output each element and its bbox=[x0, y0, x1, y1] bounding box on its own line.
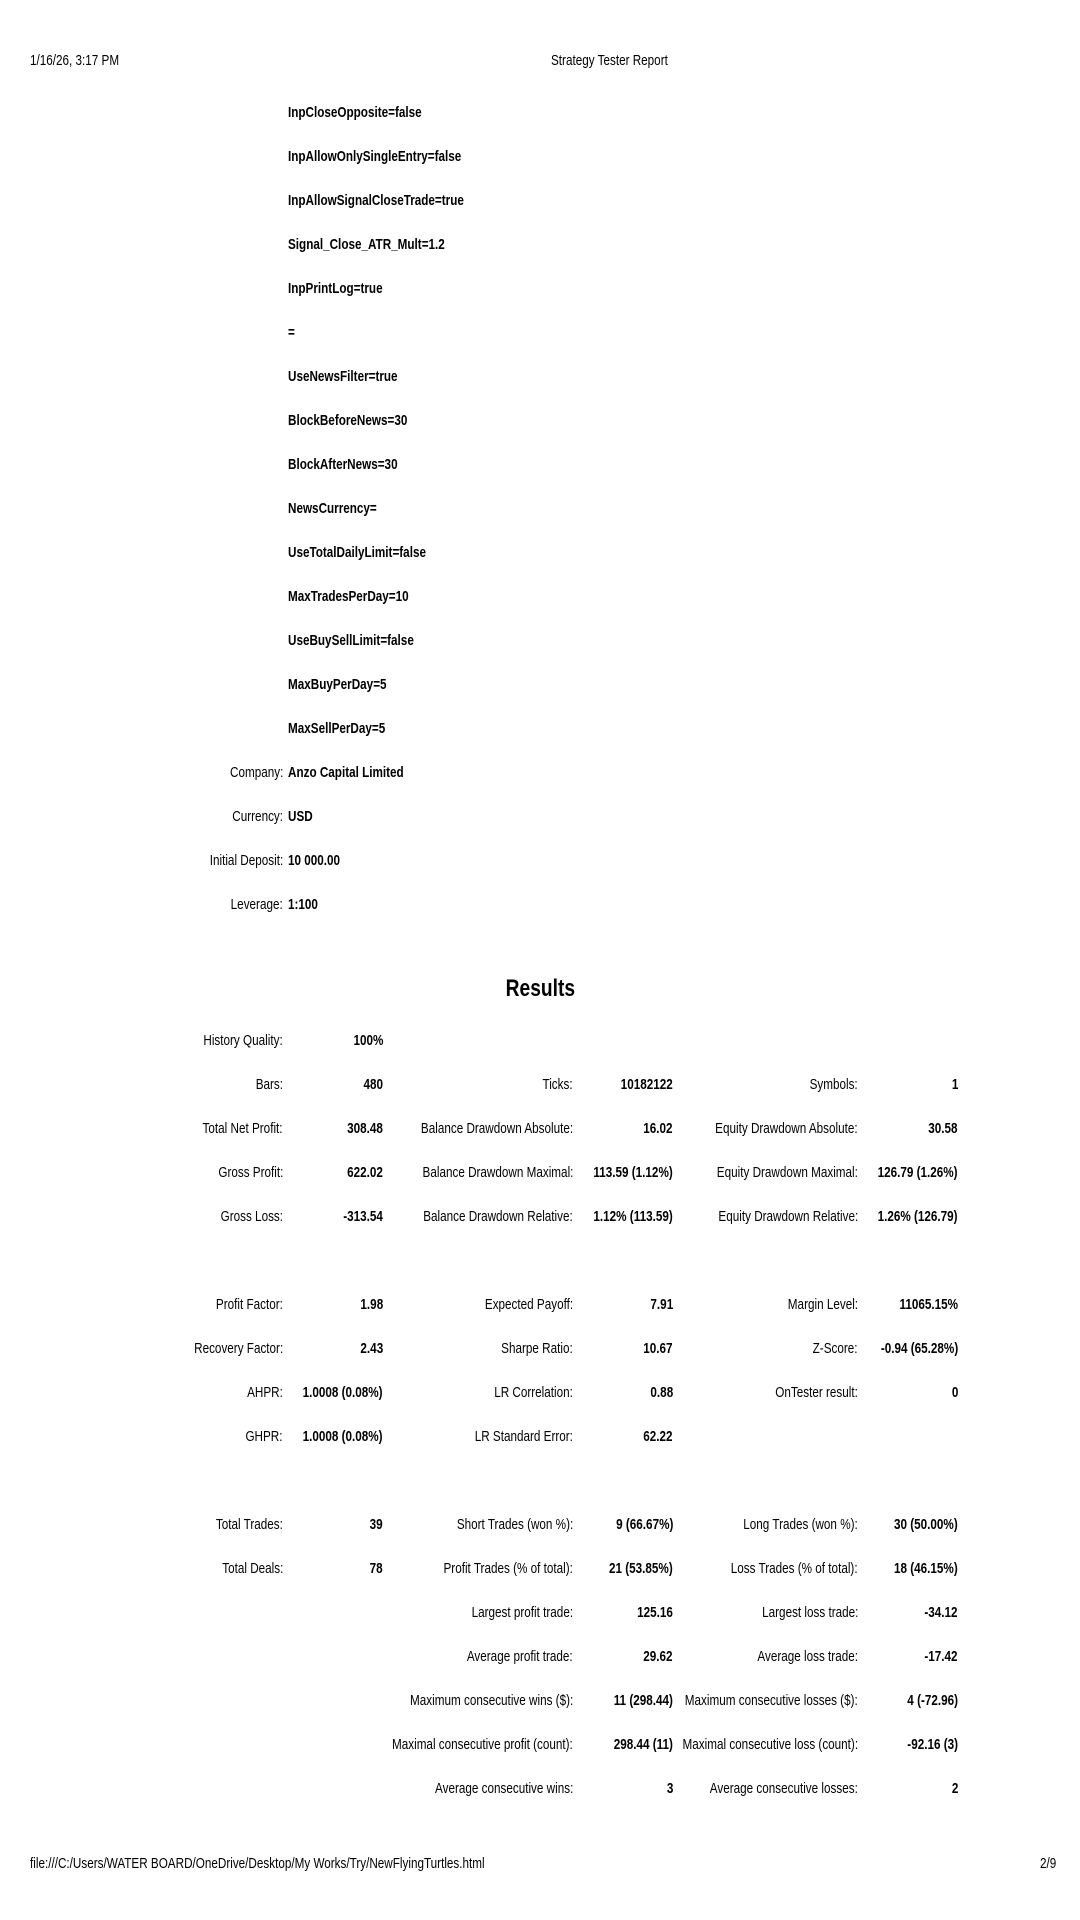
input-param-value: InpAllowOnlySingleEntry=false bbox=[288, 148, 462, 165]
metric-value: 125.16 bbox=[637, 1604, 673, 1621]
metric-value: 11 (298.44) bbox=[613, 1692, 673, 1709]
metric-value: 78 bbox=[369, 1560, 383, 1577]
metric-value: -313.54 bbox=[343, 1208, 383, 1225]
metric-value: 113.59 (1.12%) bbox=[593, 1164, 673, 1181]
metric-value: 29.62 bbox=[643, 1648, 673, 1665]
metric-label: AHPR: bbox=[247, 1384, 283, 1401]
metric-label: Short Trades (won %): bbox=[456, 1516, 573, 1533]
results-row bbox=[0, 1645, 1080, 1669]
input-param-value: BlockBeforeNews=30 bbox=[288, 412, 408, 429]
results-row bbox=[0, 1425, 1080, 1449]
results-row bbox=[0, 1513, 1080, 1537]
results-row bbox=[0, 1029, 1080, 1053]
input-param-row bbox=[0, 585, 1080, 609]
metric-label: Maximum consecutive losses ($): bbox=[685, 1692, 858, 1709]
input-param-row bbox=[0, 497, 1080, 521]
results-row bbox=[0, 1601, 1080, 1625]
metric-label: Gross Profit: bbox=[217, 1164, 283, 1181]
input-param-row bbox=[0, 101, 1080, 125]
input-param-value: MaxSellPerDay=5 bbox=[288, 720, 386, 737]
input-param-value: UseTotalDailyLimit=false bbox=[288, 544, 426, 561]
metric-value: 622.02 bbox=[347, 1164, 383, 1181]
currency-value: USD bbox=[288, 808, 313, 825]
input-param-row bbox=[0, 145, 1080, 169]
metric-label: LR Standard Error: bbox=[474, 1428, 573, 1445]
metric-label: OnTester result: bbox=[775, 1384, 858, 1401]
results-row bbox=[0, 1381, 1080, 1405]
input-param-row bbox=[0, 277, 1080, 301]
metric-label: Equity Drawdown Maximal: bbox=[716, 1164, 858, 1181]
account-company-row bbox=[0, 761, 1080, 785]
metric-value: 10.67 bbox=[643, 1340, 673, 1357]
metric-label: Ticks: bbox=[542, 1076, 573, 1093]
input-param-value: Signal_Close_ATR_Mult=1.2 bbox=[288, 236, 445, 253]
company-value: Anzo Capital Limited bbox=[288, 764, 404, 781]
metric-label: Bars: bbox=[255, 1076, 283, 1093]
input-param-value: MaxBuyPerDay=5 bbox=[288, 676, 387, 693]
metric-label: Balance Drawdown Absolute: bbox=[420, 1120, 573, 1137]
metric-label: Balance Drawdown Maximal: bbox=[422, 1164, 573, 1181]
metric-value: -17.42 bbox=[924, 1648, 958, 1665]
metric-label: Loss Trades (% of total): bbox=[731, 1560, 858, 1577]
metric-value: 30 (50.00%) bbox=[894, 1516, 958, 1533]
input-param-row bbox=[0, 673, 1080, 697]
metric-value: -0.94 (65.28%) bbox=[880, 1340, 958, 1357]
metric-value: 480 bbox=[363, 1076, 383, 1093]
results-row bbox=[0, 1777, 1080, 1801]
metric-label: Maximal consecutive loss (count): bbox=[682, 1736, 858, 1753]
page-number: 2/9 bbox=[1040, 1855, 1057, 1872]
deposit-value: 10 000.00 bbox=[288, 852, 341, 869]
currency-label: Currency: bbox=[232, 808, 283, 825]
results-row bbox=[0, 1689, 1080, 1713]
metric-value: 0 bbox=[951, 1384, 958, 1401]
input-param-row bbox=[0, 717, 1080, 741]
metric-label: Equity Drawdown Absolute: bbox=[715, 1120, 858, 1137]
metric-value: 18 (46.15%) bbox=[894, 1560, 958, 1577]
metric-label: Profit Trades (% of total): bbox=[443, 1560, 573, 1577]
input-param-value: MaxTradesPerDay=10 bbox=[288, 588, 409, 605]
account-deposit-row bbox=[0, 849, 1080, 873]
metric-label: GHPR: bbox=[245, 1428, 283, 1445]
results-row bbox=[0, 1073, 1080, 1097]
input-param-value: BlockAfterNews=30 bbox=[288, 456, 398, 473]
metric-value: 1.0008 (0.08%) bbox=[302, 1428, 383, 1445]
results-row bbox=[0, 1161, 1080, 1185]
deposit-label: Initial Deposit: bbox=[209, 852, 283, 869]
results-row bbox=[0, 1733, 1080, 1757]
metric-value: 7.91 bbox=[650, 1296, 673, 1313]
metric-label: Long Trades (won %): bbox=[743, 1516, 858, 1533]
metric-label: Average profit trade: bbox=[467, 1648, 573, 1665]
metric-value: 9 (66.67%) bbox=[615, 1516, 673, 1533]
input-param-row bbox=[0, 629, 1080, 653]
account-leverage-row bbox=[0, 893, 1080, 917]
input-param-value: UseBuySellLimit=false bbox=[288, 632, 414, 649]
metric-value: -34.12 bbox=[924, 1604, 958, 1621]
metric-label: Average consecutive losses: bbox=[709, 1780, 858, 1797]
metric-value: 10182122 bbox=[620, 1076, 673, 1093]
metric-value: 2.43 bbox=[360, 1340, 383, 1357]
metric-value: 1 bbox=[951, 1076, 958, 1093]
input-param-row bbox=[0, 453, 1080, 477]
input-param-value: = bbox=[288, 324, 295, 341]
metric-value: 0.88 bbox=[650, 1384, 673, 1401]
metric-label: Maximal consecutive profit (count): bbox=[392, 1736, 573, 1753]
metric-label: Total Net Profit: bbox=[203, 1120, 283, 1137]
input-param-value: InpCloseOpposite=false bbox=[288, 104, 422, 121]
metric-value: 1.0008 (0.08%) bbox=[302, 1384, 383, 1401]
metric-value: 1.12% (113.59) bbox=[593, 1208, 673, 1225]
metric-label: Equity Drawdown Relative: bbox=[718, 1208, 858, 1225]
page-title: Strategy Tester Report bbox=[551, 52, 668, 69]
metric-label: Symbols: bbox=[809, 1076, 858, 1093]
metric-value: 2 bbox=[951, 1780, 958, 1797]
metric-label: History Quality: bbox=[203, 1032, 283, 1049]
account-currency-row bbox=[0, 805, 1080, 829]
input-param-row bbox=[0, 321, 1080, 345]
results-heading: Results bbox=[505, 975, 575, 1002]
metric-value: 62.22 bbox=[643, 1428, 673, 1445]
metric-label: Total Trades: bbox=[216, 1516, 283, 1533]
metric-label: Maximum consecutive wins ($): bbox=[409, 1692, 573, 1709]
input-param-value: UseNewsFilter=true bbox=[288, 368, 398, 385]
metric-label: Largest profit trade: bbox=[471, 1604, 573, 1621]
company-label: Company: bbox=[229, 764, 283, 781]
results-row bbox=[0, 1205, 1080, 1229]
file-path: file:///C:/Users/WATER BOARD/OneDrive/Desktop/My Works/Try/NewFlyingTurtles.html bbox=[30, 1855, 485, 1872]
metric-label: Recovery Factor: bbox=[193, 1340, 283, 1357]
results-row bbox=[0, 1293, 1080, 1317]
metric-label: Average consecutive wins: bbox=[434, 1780, 573, 1797]
metric-value: 1.98 bbox=[360, 1296, 383, 1313]
metric-label: Largest loss trade: bbox=[761, 1604, 858, 1621]
input-param-value: InpPrintLog=true bbox=[288, 280, 383, 297]
print-datetime: 1/16/26, 3:17 PM bbox=[30, 52, 120, 69]
input-param-row bbox=[0, 189, 1080, 213]
input-param-row bbox=[0, 541, 1080, 565]
metric-value: 30.58 bbox=[928, 1120, 958, 1137]
metric-label: Expected Payoff: bbox=[484, 1296, 573, 1313]
metric-value: 100% bbox=[353, 1032, 383, 1049]
input-param-row bbox=[0, 365, 1080, 389]
metric-label: Profit Factor: bbox=[216, 1296, 283, 1313]
metric-value: -92.16 (3) bbox=[907, 1736, 958, 1753]
results-row bbox=[0, 1337, 1080, 1361]
metric-value: 21 (53.85%) bbox=[609, 1560, 673, 1577]
input-param-row bbox=[0, 409, 1080, 433]
metric-label: Average loss trade: bbox=[757, 1648, 858, 1665]
metric-value: 39 bbox=[369, 1516, 383, 1533]
metric-value: 308.48 bbox=[347, 1120, 383, 1137]
metric-label: Total Deals: bbox=[221, 1560, 283, 1577]
input-param-value: NewsCurrency= bbox=[288, 500, 377, 517]
input-param-value: InpAllowSignalCloseTrade=true bbox=[288, 192, 464, 209]
metric-value: 298.44 (11) bbox=[613, 1736, 673, 1753]
metric-label: Gross Loss: bbox=[220, 1208, 283, 1225]
metric-value: 4 (-72.96) bbox=[907, 1692, 958, 1709]
metric-label: Z-Score: bbox=[813, 1340, 858, 1357]
results-row bbox=[0, 1117, 1080, 1141]
metric-label: Sharpe Ratio: bbox=[501, 1340, 573, 1357]
metric-label: LR Correlation: bbox=[494, 1384, 573, 1401]
input-param-row bbox=[0, 233, 1080, 257]
metric-value: 11065.15% bbox=[899, 1296, 958, 1313]
metric-value: 126.79 (1.26%) bbox=[877, 1164, 958, 1181]
leverage-label: Leverage: bbox=[230, 896, 283, 913]
results-row bbox=[0, 1557, 1080, 1581]
metric-value: 1.26% (126.79) bbox=[877, 1208, 958, 1225]
metric-label: Margin Level: bbox=[787, 1296, 858, 1313]
metric-value: 16.02 bbox=[643, 1120, 673, 1137]
leverage-value: 1:100 bbox=[288, 896, 318, 913]
metric-value: 3 bbox=[666, 1780, 673, 1797]
metric-label: Balance Drawdown Relative: bbox=[423, 1208, 573, 1225]
